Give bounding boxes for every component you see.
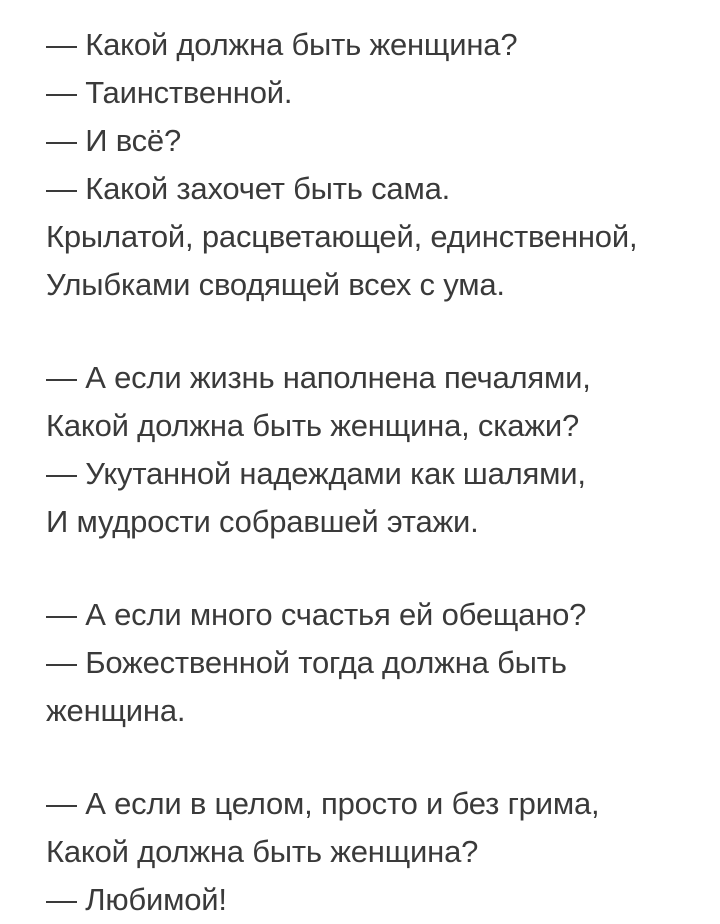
stanza-gap xyxy=(46,735,706,780)
poem-line: — Укутанной надеждами как шалями, xyxy=(46,456,586,491)
poem-line: Крылатой, расцветающей, единственной, xyxy=(46,219,638,254)
poem-line: женщина. xyxy=(46,693,186,728)
poem-line: — Какой должна быть женщина? xyxy=(46,27,518,62)
poem-line: — И всё? xyxy=(46,123,182,158)
stanza-4 xyxy=(46,780,706,924)
poem-line: — Любимой! xyxy=(46,882,227,917)
poem-line: — А если в целом, просто и без грима, xyxy=(46,786,600,821)
poem-line: Улыбками сводящей всех с ума. xyxy=(46,267,505,302)
poem-line: — Божественной тогда должна быть xyxy=(46,645,567,680)
stanza-gap xyxy=(46,309,706,354)
poem-line: — А если жизнь наполнена печалями, xyxy=(46,360,591,395)
poem-text xyxy=(46,21,706,924)
stanza-gap xyxy=(46,546,706,591)
poem-line: — Таинственной. xyxy=(46,75,293,110)
stanza-3 xyxy=(46,591,706,735)
poem-line: Какой должна быть женщина, скажи? xyxy=(46,408,580,443)
poem-line: И мудрости собравшей этажи. xyxy=(46,504,479,539)
stanza-2 xyxy=(46,354,706,546)
poem-line: — А если много счастья ей обещано? xyxy=(46,597,587,632)
stanza-1 xyxy=(46,21,706,309)
poem-line: Какой должна быть женщина? xyxy=(46,834,479,869)
poem-line: — Какой захочет быть сама. xyxy=(46,171,451,206)
